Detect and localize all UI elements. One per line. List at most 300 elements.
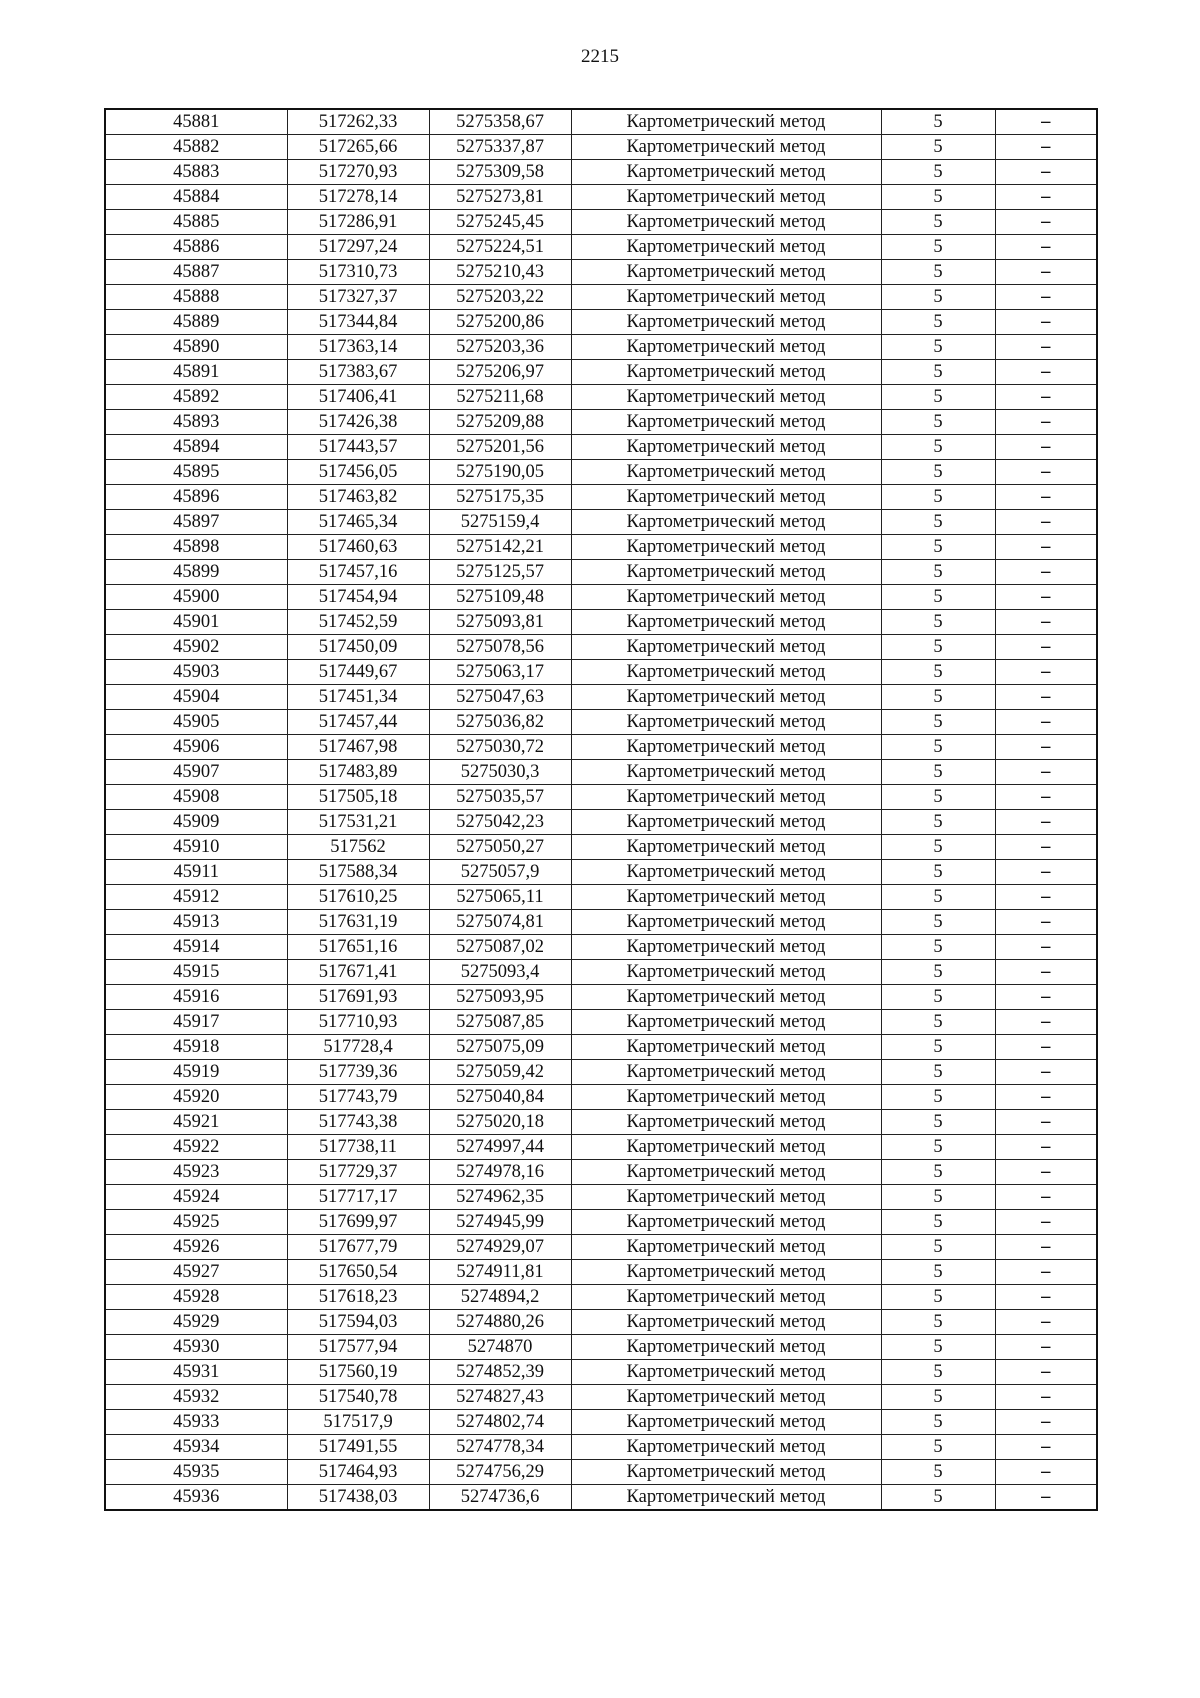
accuracy-cell: 5 [881,985,995,1010]
point-number-cell: 45919 [105,1060,287,1085]
table-row [105,1235,1097,1260]
method-cell: Картометрический метод [571,485,881,510]
table-row [105,185,1097,210]
accuracy-cell: 5 [881,1210,995,1235]
table-row [105,1110,1097,1135]
point-number-cell: 45914 [105,935,287,960]
accuracy-cell: 5 [881,1085,995,1110]
method-cell: Картометрический метод [571,635,881,660]
y-coordinate-cell: 5275036,82 [429,710,571,735]
point-number-cell: 45898 [105,535,287,560]
point-number-cell: 45925 [105,1210,287,1235]
y-coordinate-cell: 5274870 [429,1335,571,1360]
x-coordinate-cell: 517449,67 [287,660,429,685]
accuracy-cell: 5 [881,1360,995,1385]
x-coordinate-cell: 517491,55 [287,1435,429,1460]
y-coordinate-cell: 5275050,27 [429,835,571,860]
y-coordinate-cell: 5275040,84 [429,1085,571,1110]
x-coordinate-cell: 517438,03 [287,1485,429,1511]
method-cell: Картометрический метод [571,109,881,135]
accuracy-cell: 5 [881,1260,995,1285]
x-coordinate-cell: 517265,66 [287,135,429,160]
table-row [105,960,1097,985]
coordinates-table [104,108,1098,1511]
accuracy-cell: 5 [881,860,995,885]
point-number-cell: 45935 [105,1460,287,1485]
point-number-cell: 45906 [105,735,287,760]
method-cell: Картометрический метод [571,1085,881,1110]
x-coordinate-cell: 517729,37 [287,1160,429,1185]
description-cell: – [995,1335,1097,1360]
description-cell: – [995,1010,1097,1035]
accuracy-cell: 5 [881,1460,995,1485]
y-coordinate-cell: 5275142,21 [429,535,571,560]
table-row [105,285,1097,310]
description-cell: – [995,935,1097,960]
point-number-cell: 45902 [105,635,287,660]
accuracy-cell: 5 [881,785,995,810]
accuracy-cell: 5 [881,285,995,310]
x-coordinate-cell: 517451,34 [287,685,429,710]
point-number-cell: 45892 [105,385,287,410]
description-cell: – [995,1185,1097,1210]
accuracy-cell: 5 [881,535,995,560]
point-number-cell: 45895 [105,460,287,485]
x-coordinate-cell: 517426,38 [287,410,429,435]
table-row [105,1385,1097,1410]
table-row [105,310,1097,335]
method-cell: Картометрический метод [571,160,881,185]
accuracy-cell: 5 [881,335,995,360]
method-cell: Картометрический метод [571,1035,881,1060]
point-number-cell: 45893 [105,410,287,435]
x-coordinate-cell: 517588,34 [287,860,429,885]
point-number-cell: 45912 [105,885,287,910]
table-row [105,510,1097,535]
x-coordinate-cell: 517464,93 [287,1460,429,1485]
point-number-cell: 45930 [105,1335,287,1360]
description-cell: – [995,1085,1097,1110]
y-coordinate-cell: 5275093,81 [429,610,571,635]
y-coordinate-cell: 5275078,56 [429,635,571,660]
accuracy-cell: 5 [881,185,995,210]
description-cell: – [995,810,1097,835]
description-cell: – [995,1210,1097,1235]
method-cell: Картометрический метод [571,135,881,160]
x-coordinate-cell: 517540,78 [287,1385,429,1410]
table-row [105,1410,1097,1435]
point-number-cell: 45900 [105,585,287,610]
y-coordinate-cell: 5275175,35 [429,485,571,510]
description-cell: – [995,910,1097,935]
point-number-cell: 45936 [105,1485,287,1511]
table-row [105,885,1097,910]
table-row [105,560,1097,585]
point-number-cell: 45909 [105,810,287,835]
table-row [105,235,1097,260]
x-coordinate-cell: 517452,59 [287,610,429,635]
method-cell: Картометрический метод [571,435,881,460]
method-cell: Картометрический метод [571,410,881,435]
y-coordinate-cell: 5275201,56 [429,435,571,460]
description-cell: – [995,360,1097,385]
x-coordinate-cell: 517691,93 [287,985,429,1010]
table-row [105,1485,1097,1511]
description-cell: – [995,235,1097,260]
page-number: 2215 [581,46,619,67]
point-number-cell: 45908 [105,785,287,810]
method-cell: Картометрический метод [571,285,881,310]
x-coordinate-cell: 517505,18 [287,785,429,810]
point-number-cell: 45927 [105,1260,287,1285]
table-row [105,335,1097,360]
accuracy-cell: 5 [881,1485,995,1511]
description-cell: – [995,1460,1097,1485]
point-number-cell: 45917 [105,1010,287,1035]
description-cell: – [995,585,1097,610]
method-cell: Картометрический метод [571,1210,881,1235]
accuracy-cell: 5 [881,1160,995,1185]
accuracy-cell: 5 [881,485,995,510]
x-coordinate-cell: 517270,93 [287,160,429,185]
description-cell: – [995,1060,1097,1085]
method-cell: Картометрический метод [571,760,881,785]
accuracy-cell: 5 [881,135,995,160]
point-number-cell: 45901 [105,610,287,635]
table-row [105,635,1097,660]
table-row [105,760,1097,785]
description-cell: – [995,1110,1097,1135]
description-cell: – [995,510,1097,535]
point-number-cell: 45882 [105,135,287,160]
table-body [105,109,1097,1510]
table-row [105,385,1097,410]
method-cell: Картометрический метод [571,235,881,260]
table-row [105,485,1097,510]
description-cell: – [995,335,1097,360]
description-cell: – [995,735,1097,760]
point-number-cell: 45896 [105,485,287,510]
method-cell: Картометрический метод [571,1010,881,1035]
point-number-cell: 45933 [105,1410,287,1435]
point-number-cell: 45916 [105,985,287,1010]
y-coordinate-cell: 5274852,39 [429,1360,571,1385]
method-cell: Картометрический метод [571,910,881,935]
point-number-cell: 45891 [105,360,287,385]
accuracy-cell: 5 [881,1410,995,1435]
accuracy-cell: 5 [881,1185,995,1210]
y-coordinate-cell: 5274978,16 [429,1160,571,1185]
point-number-cell: 45889 [105,310,287,335]
accuracy-cell: 5 [881,960,995,985]
table-row [105,210,1097,235]
y-coordinate-cell: 5275211,68 [429,385,571,410]
x-coordinate-cell: 517465,34 [287,510,429,535]
accuracy-cell: 5 [881,735,995,760]
method-cell: Картометрический метод [571,460,881,485]
description-cell: – [995,310,1097,335]
accuracy-cell: 5 [881,1235,995,1260]
method-cell: Картометрический метод [571,360,881,385]
description-cell: – [995,835,1097,860]
accuracy-cell: 5 [881,835,995,860]
table-row [105,585,1097,610]
description-cell: – [995,710,1097,735]
method-cell: Картометрический метод [571,510,881,535]
point-number-cell: 45921 [105,1110,287,1135]
table-row [105,785,1097,810]
table-row [105,1260,1097,1285]
description-cell: – [995,1035,1097,1060]
table-row [105,935,1097,960]
table-row [105,410,1097,435]
method-cell: Картометрический метод [571,1185,881,1210]
description-cell: – [995,485,1097,510]
point-number-cell: 45923 [105,1160,287,1185]
accuracy-cell: 5 [881,160,995,185]
table-row [105,860,1097,885]
x-coordinate-cell: 517483,89 [287,760,429,785]
point-number-cell: 45885 [105,210,287,235]
accuracy-cell: 5 [881,360,995,385]
method-cell: Картометрический метод [571,1285,881,1310]
x-coordinate-cell: 517631,19 [287,910,429,935]
accuracy-cell: 5 [881,310,995,335]
table-row [105,810,1097,835]
x-coordinate-cell: 517443,57 [287,435,429,460]
table-row [105,160,1097,185]
table-row [105,1460,1097,1485]
y-coordinate-cell: 5274802,74 [429,1410,571,1435]
x-coordinate-cell: 517618,23 [287,1285,429,1310]
point-number-cell: 45890 [105,335,287,360]
table-row [105,1010,1097,1035]
x-coordinate-cell: 517463,82 [287,485,429,510]
x-coordinate-cell: 517297,24 [287,235,429,260]
x-coordinate-cell: 517286,91 [287,210,429,235]
table-row [105,1210,1097,1235]
point-number-cell: 45911 [105,860,287,885]
accuracy-cell: 5 [881,760,995,785]
method-cell: Картометрический метод [571,335,881,360]
table-row [105,1135,1097,1160]
accuracy-cell: 5 [881,1035,995,1060]
method-cell: Картометрический метод [571,385,881,410]
description-cell: – [995,435,1097,460]
point-number-cell: 45922 [105,1135,287,1160]
description-cell: – [995,560,1097,585]
accuracy-cell: 5 [881,1110,995,1135]
accuracy-cell: 5 [881,585,995,610]
accuracy-cell: 5 [881,685,995,710]
point-number-cell: 45926 [105,1235,287,1260]
x-coordinate-cell: 517677,79 [287,1235,429,1260]
description-cell: – [995,785,1097,810]
point-number-cell: 45897 [105,510,287,535]
accuracy-cell: 5 [881,560,995,585]
table-row [105,685,1097,710]
x-coordinate-cell: 517651,16 [287,935,429,960]
point-number-cell: 45924 [105,1185,287,1210]
y-coordinate-cell: 5275358,67 [429,109,571,135]
table-row [105,1335,1097,1360]
table-row [105,710,1097,735]
x-coordinate-cell: 517450,09 [287,635,429,660]
table-row [105,135,1097,160]
y-coordinate-cell: 5275074,81 [429,910,571,935]
table-row [105,1035,1097,1060]
description-cell: – [995,460,1097,485]
method-cell: Картометрический метод [571,1310,881,1335]
x-coordinate-cell: 517531,21 [287,810,429,835]
x-coordinate-cell: 517278,14 [287,185,429,210]
point-number-cell: 45904 [105,685,287,710]
x-coordinate-cell: 517728,4 [287,1035,429,1060]
description-cell: – [995,1235,1097,1260]
x-coordinate-cell: 517344,84 [287,310,429,335]
table-row [105,435,1097,460]
x-coordinate-cell: 517383,67 [287,360,429,385]
method-cell: Картометрический метод [571,310,881,335]
method-cell: Картометрический метод [571,860,881,885]
table-row [105,735,1097,760]
y-coordinate-cell: 5275065,11 [429,885,571,910]
y-coordinate-cell: 5275309,58 [429,160,571,185]
x-coordinate-cell: 517739,36 [287,1060,429,1085]
x-coordinate-cell: 517517,9 [287,1410,429,1435]
point-number-cell: 45903 [105,660,287,685]
method-cell: Картометрический метод [571,935,881,960]
y-coordinate-cell: 5275224,51 [429,235,571,260]
table-row [105,260,1097,285]
y-coordinate-cell: 5274778,34 [429,1435,571,1460]
y-coordinate-cell: 5275063,17 [429,660,571,685]
description-cell: – [995,635,1097,660]
description-cell: – [995,135,1097,160]
description-cell: – [995,1285,1097,1310]
method-cell: Картометрический метод [571,1110,881,1135]
accuracy-cell: 5 [881,210,995,235]
table-row [105,1085,1097,1110]
description-cell: – [995,385,1097,410]
point-number-cell: 45899 [105,560,287,585]
table-row [105,1185,1097,1210]
table-row [105,109,1097,135]
table-row [105,910,1097,935]
description-cell: – [995,1385,1097,1410]
x-coordinate-cell: 517467,98 [287,735,429,760]
method-cell: Картометрический метод [571,210,881,235]
y-coordinate-cell: 5274962,35 [429,1185,571,1210]
table-row [105,460,1097,485]
x-coordinate-cell: 517671,41 [287,960,429,985]
method-cell: Картометрический метод [571,1060,881,1085]
x-coordinate-cell: 517560,19 [287,1360,429,1385]
accuracy-cell: 5 [881,510,995,535]
point-number-cell: 45883 [105,160,287,185]
method-cell: Картометрический метод [571,960,881,985]
table-row [105,660,1097,685]
description-cell: – [995,885,1097,910]
description-cell: – [995,109,1097,135]
y-coordinate-cell: 5275159,4 [429,510,571,535]
method-cell: Картометрический метод [571,1360,881,1385]
accuracy-cell: 5 [881,235,995,260]
y-coordinate-cell: 5275200,86 [429,310,571,335]
y-coordinate-cell: 5275210,43 [429,260,571,285]
method-cell: Картометрический метод [571,1235,881,1260]
description-cell: – [995,535,1097,560]
y-coordinate-cell: 5275109,48 [429,585,571,610]
description-cell: – [995,760,1097,785]
y-coordinate-cell: 5275042,23 [429,810,571,835]
point-number-cell: 45932 [105,1385,287,1410]
description-cell: – [995,685,1097,710]
method-cell: Картометрический метод [571,1385,881,1410]
point-number-cell: 45913 [105,910,287,935]
y-coordinate-cell: 5274945,99 [429,1210,571,1235]
method-cell: Картометрический метод [571,685,881,710]
point-number-cell: 45894 [105,435,287,460]
y-coordinate-cell: 5275206,97 [429,360,571,385]
method-cell: Картометрический метод [571,1260,881,1285]
method-cell: Картометрический метод [571,810,881,835]
x-coordinate-cell: 517577,94 [287,1335,429,1360]
y-coordinate-cell: 5275209,88 [429,410,571,435]
y-coordinate-cell: 5274827,43 [429,1385,571,1410]
accuracy-cell: 5 [881,1135,995,1160]
x-coordinate-cell: 517562 [287,835,429,860]
x-coordinate-cell: 517456,05 [287,460,429,485]
description-cell: – [995,260,1097,285]
y-coordinate-cell: 5275087,02 [429,935,571,960]
table-row [105,610,1097,635]
y-coordinate-cell: 5275030,72 [429,735,571,760]
x-coordinate-cell: 517699,97 [287,1210,429,1235]
point-number-cell: 45886 [105,235,287,260]
x-coordinate-cell: 517454,94 [287,585,429,610]
description-cell: – [995,1160,1097,1185]
x-coordinate-cell: 517738,11 [287,1135,429,1160]
point-number-cell: 45881 [105,109,287,135]
accuracy-cell: 5 [881,1310,995,1335]
x-coordinate-cell: 517457,16 [287,560,429,585]
y-coordinate-cell: 5275337,87 [429,135,571,160]
x-coordinate-cell: 517457,44 [287,710,429,735]
accuracy-cell: 5 [881,260,995,285]
accuracy-cell: 5 [881,660,995,685]
table-row [105,535,1097,560]
table-row [105,985,1097,1010]
y-coordinate-cell: 5274880,26 [429,1310,571,1335]
point-number-cell: 45884 [105,185,287,210]
description-cell: – [995,1485,1097,1511]
x-coordinate-cell: 517460,63 [287,535,429,560]
y-coordinate-cell: 5275057,9 [429,860,571,885]
method-cell: Картометрический метод [571,1410,881,1435]
method-cell: Картометрический метод [571,1435,881,1460]
accuracy-cell: 5 [881,610,995,635]
method-cell: Картометрический метод [571,1335,881,1360]
accuracy-cell: 5 [881,1335,995,1360]
description-cell: – [995,1410,1097,1435]
point-number-cell: 45905 [105,710,287,735]
x-coordinate-cell: 517327,37 [287,285,429,310]
accuracy-cell: 5 [881,1435,995,1460]
method-cell: Картометрический метод [571,710,881,735]
x-coordinate-cell: 517610,25 [287,885,429,910]
table-row [105,835,1097,860]
